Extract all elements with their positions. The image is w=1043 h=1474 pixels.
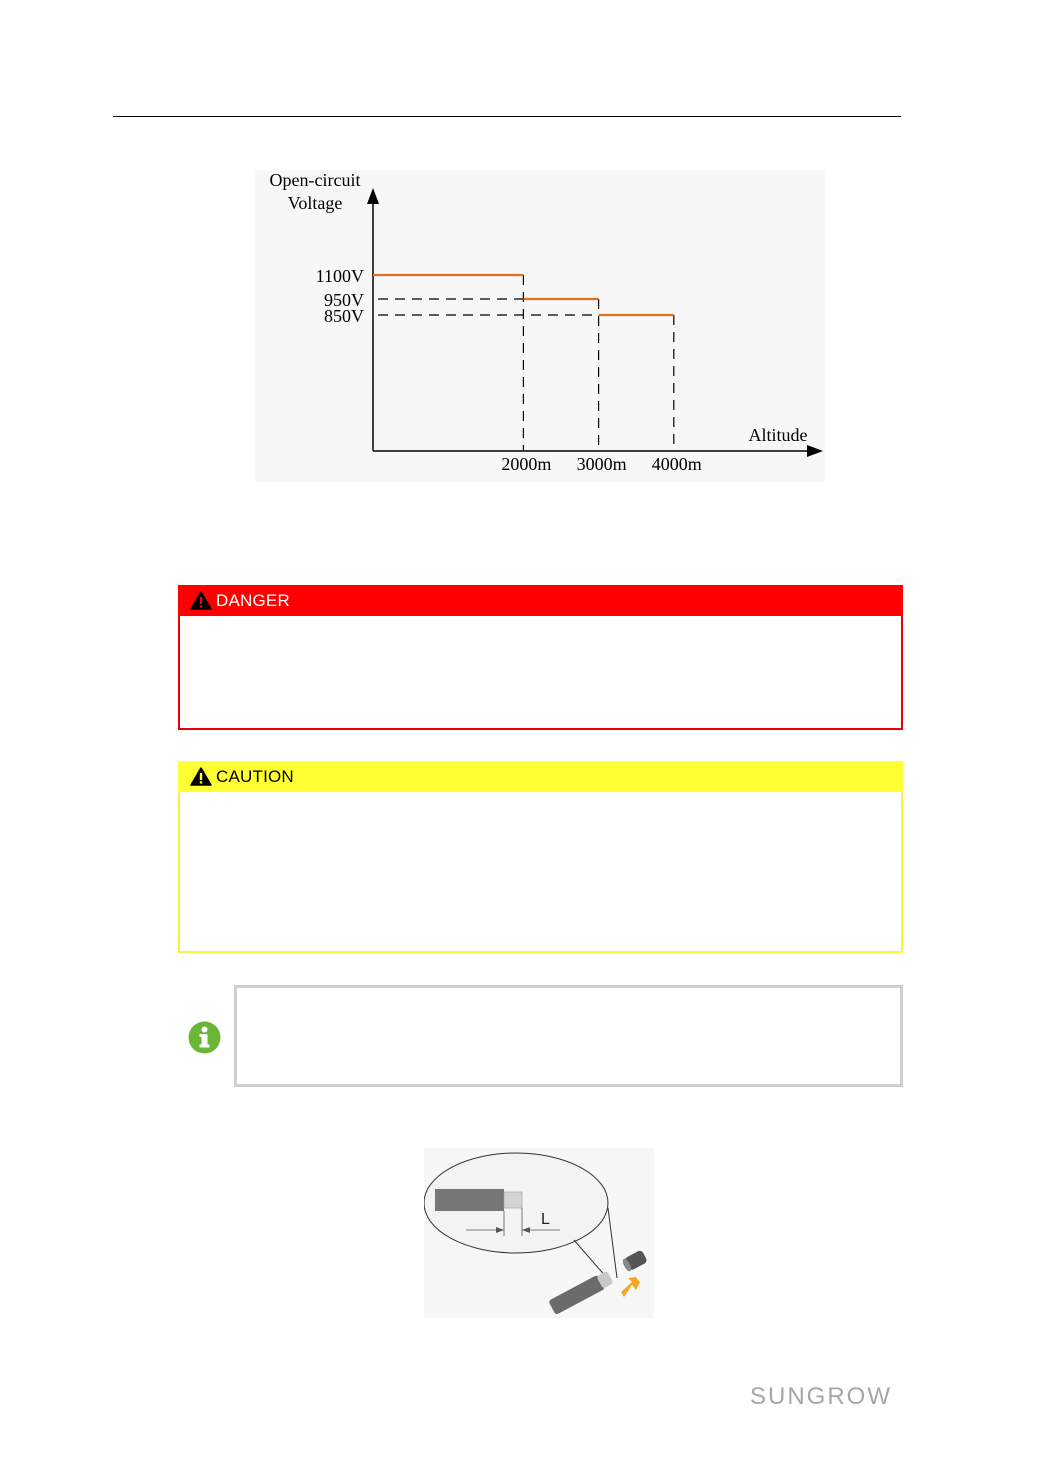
caution-label: CAUTION: [216, 766, 294, 786]
danger-notice: [178, 585, 903, 730]
warning-triangle-icon: [190, 591, 212, 610]
brand-logo: SUNGROW: [750, 1383, 892, 1410]
x-axis-label: Altitude: [748, 425, 808, 445]
voltage-altitude-chart: [255, 170, 825, 482]
y-tick-label-1: 1100V: [315, 266, 364, 286]
caution-notice: [178, 761, 903, 953]
danger-label: DANGER: [216, 590, 290, 610]
header-rule: [113, 116, 901, 117]
dimension-label: L: [541, 1211, 550, 1228]
x-tick-label-2: 3000m: [576, 454, 627, 474]
stripped-conductor: [504, 1192, 522, 1208]
caution-header: [178, 761, 903, 792]
y-axis-label-line-1: Open-circuit: [269, 170, 361, 190]
y-axis-label-line-2: Voltage: [287, 193, 343, 213]
y-tick-label-3: 850V: [324, 306, 364, 326]
warning-triangle-icon: [190, 767, 212, 786]
cable-insulation: [435, 1189, 504, 1211]
x-tick-label-1: 2000m: [501, 454, 552, 474]
info-icon: [188, 1021, 221, 1054]
cable-strip-illustration: [424, 1148, 654, 1318]
x-tick-label-3: 4000m: [651, 454, 702, 474]
note-box: [234, 985, 903, 1087]
y-tick-label-2: 950V: [324, 290, 364, 310]
chart-background: [255, 170, 825, 482]
danger-header: [178, 585, 903, 616]
